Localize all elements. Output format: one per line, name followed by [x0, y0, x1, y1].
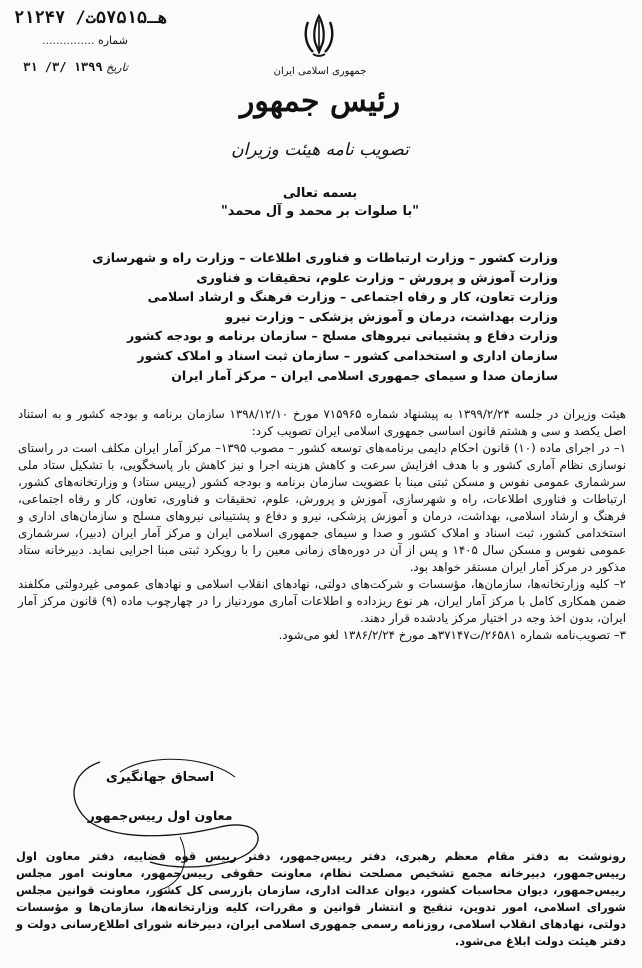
number-label: شماره	[97, 34, 128, 47]
document-number-value: ۵۷۵۱۵ت/ ۲۱۲۴۷	[14, 8, 148, 28]
number-dots: ...............	[42, 34, 95, 47]
clause-3: ۳– تصویب‌نامه شماره ۲۶۵۸۱/ت۳۷۱۴۷هـ مورخ ۱۳۸۶/۲/۲۴ لغو می‌شود.	[278, 628, 626, 642]
recipient-line: وزارت دفاع و پشتیبانی نیروهای مسلح – سازمان برنامه و بودجه کشور	[127, 328, 558, 344]
recipient-line: وزارت کشور – وزارت ارتباطات و فناوری اطلاعات – وزارت راه و شهرسازی	[92, 250, 558, 265]
bismillah: بسمه تعالی	[282, 186, 358, 201]
recipient-line: سازمان صدا و سیمای جمهوری اسلامی ایران – مرکز آمار ایران	[171, 367, 558, 383]
clause-1: ۱– در اجرای ماده (۱۰) قانون احکام دایمی برنامه‌های توسعه کشور – مصوب ۱۳۹۵– مرکز آمار ایران مکلف است در راستای نوسازی نظام آماری کشور و با هدف افزایش سرعت و کاهش هزینه اجرا و نیز کاهش بار پاسخگویی، با تشکیل ستاد ملی سرشماری عمومی نفوس و مسکن ثبتی مبنا با عضویت سازمان برنامه و بودجه کشور (رییس ستاد) و وزارتخانه‌های کشور، ارتباطات و فناوری اطلاعات، راه و شهرسازی، آموزش و پرورش، علوم، تحقیقات و فناوری، تعاون، کار و رفاه اجتماعی، فرهنگ و ارشاد اسلامی، بهداشت، درمان و آموزش پزشکی، نیرو و دفاع و پشتیبانی نیروهای مسلح و سازمان‌های اداری و استخدامی کشور، ثبت اسناد و املاک کشور و صدا و سیمای جمهوری اسلامی ایران و مرکز آمار ایران (دبیر)، سرشماری عمومی نفوس و مسکن سال ۱۴۰۵ و پس از آن در دوره‌های زمانی معین را با رویکرد ثبتی مبنا اجرایی نماید. دبیرخانه ستاد مذکور در مرکز آمار ایران مستقر خواهد بود.	[18, 441, 627, 574]
document-number-suffix: هـ	[147, 8, 168, 28]
date-label: تاریخ	[106, 61, 128, 74]
preamble: هیئت وزیران در جلسه ۱۳۹۹/۲/۲۴ به پیشنهاد شماره ۷۱۵۹۶۵ مورخ ۱۳۹۸/۱۲/۱۰ سازمان برنامه و بودجه کشور و به استناد اصل یکصد و سی و هشتم قانون اساسی جمهوری اسلامی ایران تصویب کرد:	[18, 407, 626, 438]
recipient-line: وزارت آموزش و پرورش – وزارت علوم، تحقیقات و فناوری	[196, 269, 558, 285]
document-number	[14, 8, 168, 28]
recipient-line: سازمان اداری و استخدامی کشور – سازمان ثبت اسناد و املاک کشور	[137, 347, 558, 363]
signatory-title: معاون اول رییس‌جمهور	[87, 808, 233, 823]
office-subtitle: تصویب نامه هیئت وزیران	[231, 140, 409, 160]
signatory-name: اسحاق جهانگیری	[105, 770, 215, 785]
date-value: ۱۳۹۹ /۳/ ۳۱	[23, 60, 103, 74]
date-field	[8, 60, 128, 74]
emblem-caption: جمهوری اسلامی ایران	[273, 66, 367, 77]
clause-2: ۲– کلیه وزارتخانه‌ها، سازمان‌ها، مؤسسات و شرکت‌های دولتی، نهادهای انقلاب اسلامی و نهادهای عمومی غیردولتی مکلفند ضمن همکاری کامل با مرکز آمار ایران، هر نوع ریزداده و اطلاعات آماری موردنیاز را در چهارچوب ماده (۹) قانون مرکز آمار ایران، بدون اخذ وجه در اختیار مرکز یادشده قرار دهند.	[18, 577, 626, 625]
salawat: "با صلوات بر محمد و آل محمد"	[220, 204, 420, 219]
recipient-line: وزارت بهداشت، درمان و آموزش پزشکی – وزارت نیرو	[225, 308, 558, 324]
office-title: رئیس جمهور	[239, 84, 401, 119]
recipients-list	[88, 248, 558, 385]
copies-distribution: رونوشت به دفتر مقام معظم رهبری، دفتر رییس‌جمهور، دفتر رییس قوه قضاییه، دفتر معاون اول رییس‌جمهور، دبیرخانه مجمع تشخیص مصلحت نظام، معاونت حقوقی رییس‌جمهور، معاونت امور مجلس رییس‌جمهور، دیوان محاسبات کشور، دیوان عدالت اداری، سازمان بازرسی کل کشور، معاونت قوانین مجلس شورای اسلامی، امور تدوین، تنقیح و انتشار قوانین و مقررات، کلیه وزارتخانه‌ها، سازمان‌ها و مؤسسات دولتی، نهادهای انقلاب اسلامی، روزنامه رسمی جمهوری اسلامی ایران، دبیرخانه شورای اطلاع‌رسانی دولت و دفتر هیئت دولت ابلاغ می‌شود.	[16, 849, 626, 948]
iran-emblem-icon	[301, 12, 337, 58]
number-field	[8, 34, 128, 47]
decree-body	[18, 406, 626, 644]
recipient-line: وزارت تعاون، کار و رفاه اجتماعی – وزارت فرهنگ و ارشاد اسلامی	[147, 289, 558, 305]
